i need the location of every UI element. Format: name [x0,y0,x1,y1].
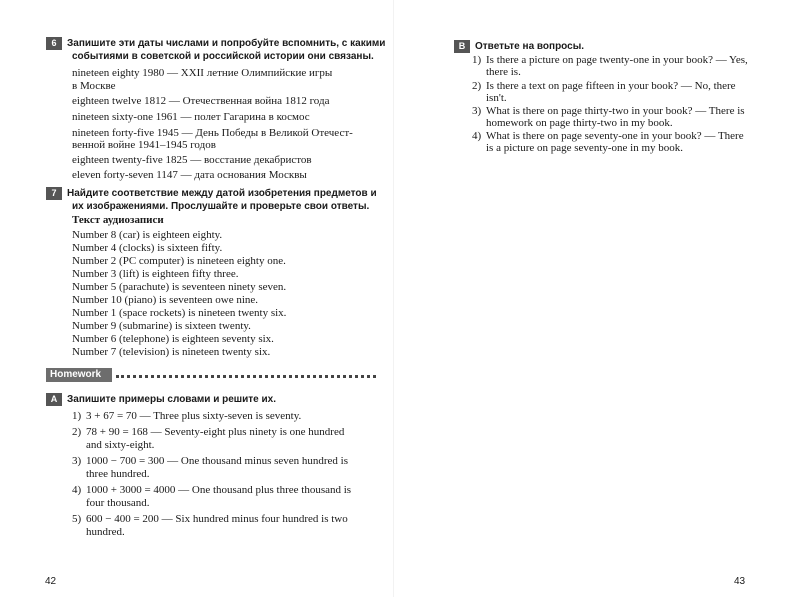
right-page [394,0,787,597]
page-number-left: 42 [45,576,57,587]
audio-line: Number 8 (car) is eighteen eighty. [72,229,223,241]
answer-item-cont: is a picture on page seventy-one in my book. [486,142,684,154]
dotted-divider [116,375,376,378]
ex6-item: nineteen forty-five 1945 — День Победы в Великой Отечест- [72,127,353,139]
audio-line: Number 4 (clocks) is sixteen fifty. [72,242,223,254]
audio-line: Number 9 (submarine) is sixteen twenty. [72,320,251,332]
answer-item: 4) What is there on page seventy-one in your book? — There [472,130,744,142]
ex6-item: eleven forty-seven 1147 — дата основания Москвы [72,169,307,181]
homework-item: 4) 1000 + 3000 = 4000 — One thousand plus three thousand is [72,484,352,496]
homework-item-cont: three hundred. [86,468,150,480]
homework-heading: Homework [46,368,112,382]
answer-item-cont: homework on page thirty-two in my book. [486,117,673,129]
answer-item-cont: there is. [486,66,521,78]
exercise-6-instruction: 6 Запишите эти даты числами и попробуйте вспомнить, с какими [46,37,385,50]
homework-a-badge: A [46,393,62,406]
audio-line: Number 6 (telephone) is eighteen seventy six. [72,333,274,345]
audio-line: Number 2 (PC computer) is nineteen eighty one. [72,255,286,267]
ex6-item: в Москве [72,80,116,92]
homework-item: 1) 3 + 67 = 70 — Three plus sixty-seven is seventy. [72,410,302,422]
homework-item: 2) 78 + 90 = 168 — Seventy-eight plus ninety is one hundred [72,426,345,438]
audio-transcript-title: Текст аудиозаписи [72,214,164,226]
audio-line: Number 10 (piano) is seventeen owe nine. [72,294,259,306]
audio-line: Number 3 (lift) is eighteen fifty three. [72,268,239,280]
homework-item-cont: and sixty-eight. [86,439,155,451]
audio-line: Number 7 (television) is nineteen twenty six. [72,346,271,358]
ex6-item: eighteen twenty-five 1825 — восстание декабристов [72,154,312,166]
ex6-item: венной войне 1941–1945 годов [72,139,216,151]
homework-a-instruction: A Запишите примеры словами и решите их. [46,393,276,406]
ex6-item: nineteen sixty-one 1961 — полет Гагарина в космос [72,111,310,123]
left-page [0,0,393,597]
ex6-item: nineteen eighty 1980 — XXII летние Олимпийские игры [72,67,333,79]
page-number-right: 43 [734,576,746,587]
homework-item: 3) 1000 − 700 = 300 — One thousand minus seven hundred is [72,455,349,467]
exercise-b-instruction: B Ответьте на вопросы. [454,40,584,53]
audio-line: Number 1 (space rockets) is nineteen twenty six. [72,307,287,319]
audio-line: Number 5 (parachute) is seventeen ninety seven. [72,281,287,293]
answer-item: 1) Is there a picture on page twenty-one in your book? — Yes, [472,54,748,66]
homework-item-cont: hundred. [86,526,125,538]
answer-item-cont: isn't. [486,92,507,104]
exercise-7-badge: 7 [46,187,62,200]
exercise-6-badge: 6 [46,37,62,50]
exercise-7-instruction: 7 Найдите соответствие между датой изобретения предметов и [46,187,377,200]
answer-item: 3) What is there on page thirty-two in your book? — There is [472,105,745,117]
answer-item: 2) Is there a text on page fifteen in your book? — No, there [472,80,736,92]
homework-item: 5) 600 − 400 = 200 — Six hundred minus four hundred is two [72,513,348,525]
exercise-7-instruction-line2: их изображениями. Прослушайте и проверьте свои ответы. [72,201,370,212]
exercise-b-badge: B [454,40,470,53]
exercise-6-instruction-line2: событиями в советской и российской истории они связаны. [72,51,374,62]
ex6-item: eighteen twelve 1812 — Отечественная война 1812 года [72,95,330,107]
homework-item-cont: four thousand. [86,497,150,509]
